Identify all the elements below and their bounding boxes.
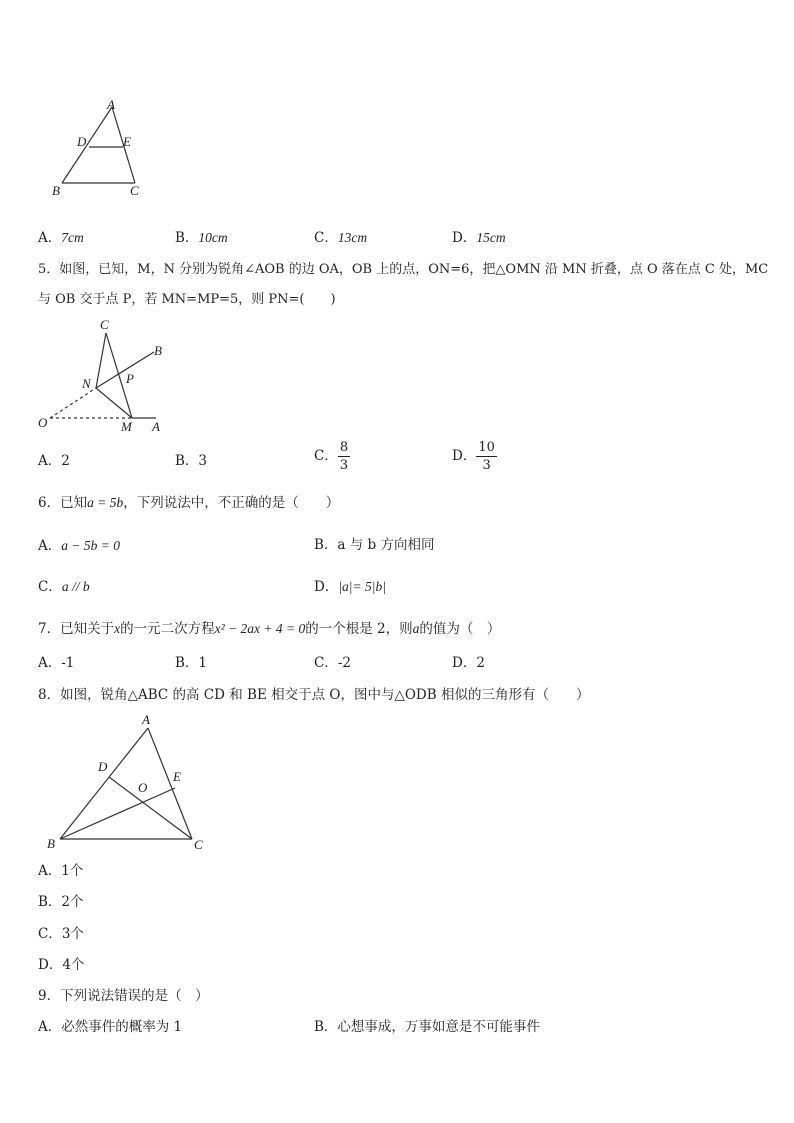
q8-option-b[interactable]: B．2个 [38, 894, 84, 910]
q4-option-b[interactable]: B．10cm [175, 230, 228, 246]
q5-option-a[interactable]: A．2 [38, 453, 70, 469]
label-B: B [154, 343, 162, 358]
q6-option-b[interactable]: B．a 与 b 方向相同 [314, 537, 435, 553]
q9-option-a[interactable]: A．必然事件的概率为 1 [38, 1019, 183, 1035]
label-C: C [130, 183, 139, 198]
q9-stem: 9．下列说法错误的是（ ） [38, 988, 209, 1004]
label-O: O [38, 415, 48, 430]
q7-option-c[interactable]: C．-2 [314, 655, 351, 671]
q5-option-d[interactable]: D． $\frac{10}{3}$ [452, 440, 495, 473]
label-N: N [82, 376, 91, 391]
q7-option-a[interactable]: A．-1 [38, 655, 75, 671]
q5-option-c[interactable]: C． $\frac{8}{3}$ [314, 440, 349, 473]
q6-option-d[interactable]: D．|a|= 5|b| [314, 579, 386, 595]
fraction-10-3: $\frac{10}{3}$ [478, 440, 495, 473]
label-E: E [123, 134, 131, 149]
label-A: A [142, 712, 150, 727]
label-M: M [121, 419, 132, 434]
q5-stem-line2: 与 OB 交于点 P，若 MN=MP=5，则 PN=( ) [38, 292, 336, 307]
label-A: A [152, 419, 160, 434]
q5-stem-line1: 5．如图，已知，M，N 分别为锐角∠AOB 的边 OA，OB 上的点，ON=6，把△OMN 沿 MN 折叠，点 O 落在点 C 处，MC [38, 262, 769, 277]
q6-stem: 6．已知a = 5b，下列说法中，不正确的是（ ） [38, 495, 340, 511]
label-D: D [98, 759, 108, 774]
q4-option-a[interactable]: A．7cm [38, 230, 84, 246]
label-O: O [138, 780, 148, 795]
label-E: E [173, 769, 181, 784]
fraction-8-3: $\frac{8}{3}$ [339, 440, 349, 473]
figure-q5-fold [34, 315, 174, 440]
q8-option-d[interactable]: D．4个 [38, 957, 85, 973]
q6-option-a[interactable]: A．a − 5b = 0 [38, 538, 120, 554]
q6-option-c[interactable]: C．a // b [38, 579, 90, 595]
label-A: A [107, 97, 115, 112]
label-B: B [47, 836, 55, 851]
figure-q4-triangle [40, 95, 160, 205]
figure-q8-triangle [40, 708, 220, 856]
q9-option-b[interactable]: B．心想事成，万事如意是不可能事件 [314, 1019, 540, 1035]
q4-option-c[interactable]: C．13cm [314, 230, 368, 246]
q5-option-b[interactable]: B．3 [175, 453, 208, 469]
label-B: B [52, 183, 60, 198]
label-C: C [100, 317, 109, 332]
label-D: D [77, 134, 87, 149]
q4-option-d[interactable]: D．15cm [452, 230, 506, 246]
q8-option-c[interactable]: C．3个 [38, 926, 84, 942]
q7-option-d[interactable]: D．2 [452, 655, 485, 671]
q8-option-a[interactable]: A．1个 [38, 863, 84, 879]
label-C: C [194, 837, 203, 852]
q7-option-b[interactable]: B．1 [175, 655, 208, 671]
q8-stem: 8．如图，锐角△ABC 的高 CD 和 BE 相交于点 O，图中与△ODB 相似的三角形有（ ） [38, 687, 590, 703]
q7-stem: 7．已知关于x的一元二次方程x² − 2ax + 4 = 0的一个根是 2，则a的值为（ ） [38, 621, 501, 637]
label-P: P [126, 371, 134, 386]
